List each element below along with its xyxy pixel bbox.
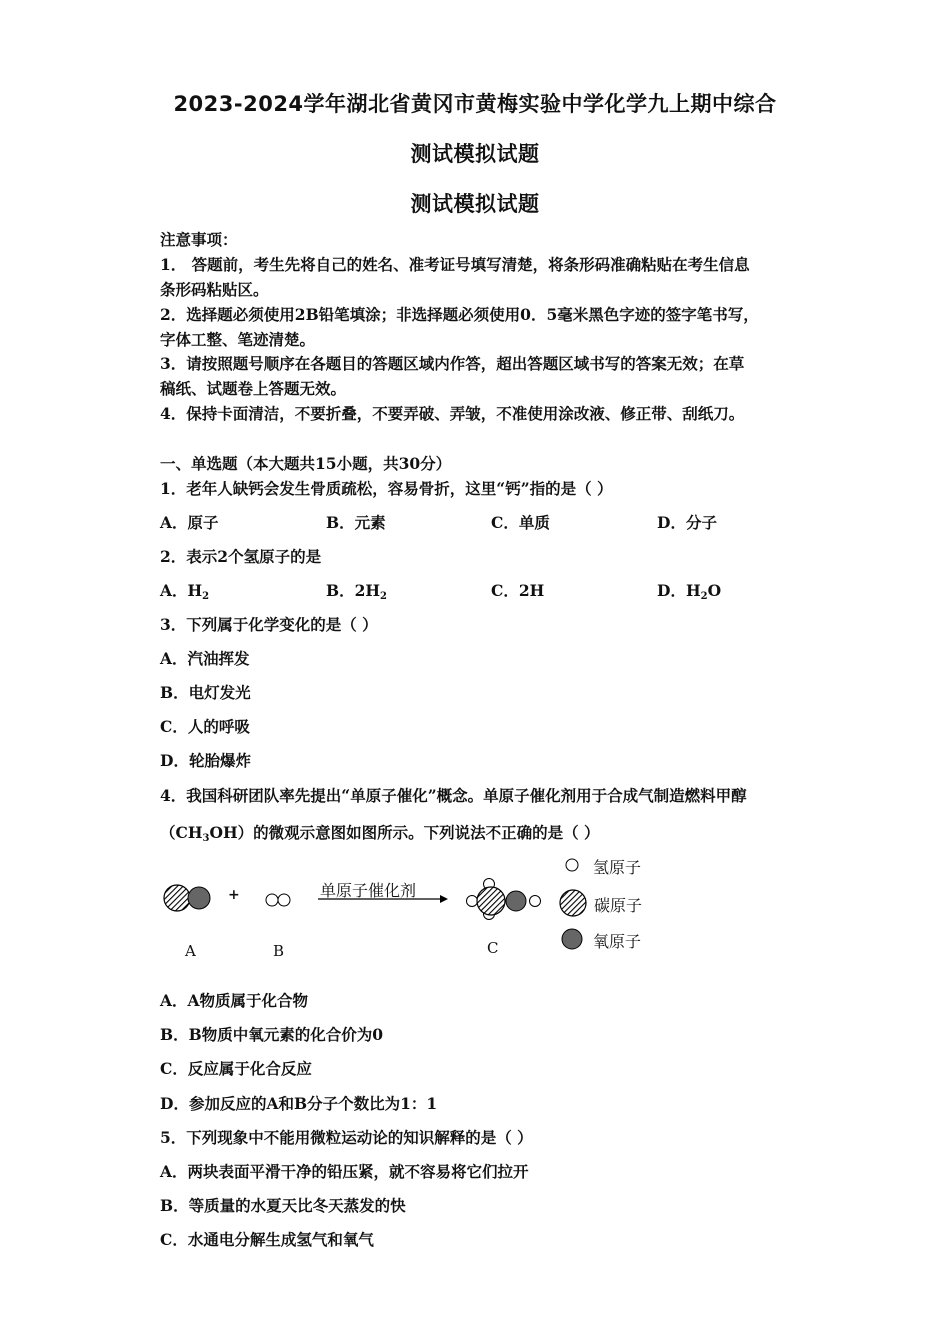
- q5-option-b: B．等质量的水夏天比冬天蒸发的快: [160, 1196, 406, 1215]
- q1-option-d: D．分子: [657, 513, 717, 532]
- q1-option-c: C．单质: [491, 513, 550, 532]
- page-title-line1: 2023-2024学年湖北省黄冈市黄梅实验中学化学九上期中综合: [173, 92, 777, 116]
- q5-option-a: A．两块表面平滑干净的铅压紧，就不容易将它们拉开: [160, 1162, 529, 1181]
- label-c: C: [487, 939, 499, 957]
- legend-carbon-symbol: [560, 890, 586, 916]
- molecule-a-co: [164, 885, 210, 911]
- molecule-b-h2: [266, 894, 290, 906]
- legend-oxygen-symbol: [562, 929, 582, 949]
- q2-option-a: A．$H_2$: [160, 581, 210, 602]
- legend-carbon: 碳原子: [594, 896, 643, 915]
- q1-option-b: B．元素: [326, 513, 386, 532]
- reaction-diagram: [150, 845, 670, 970]
- q2-option-d: D．$H_2O$: [657, 581, 722, 602]
- notice-item: 字体工整、笔迹清楚。: [160, 330, 316, 349]
- q4-option-d: D．参加反应的A和B分子个数比为1：1: [160, 1094, 438, 1113]
- question-4-stem-line2: $(CH_3OH)$的微观示意图如图所示。下列说法不正确的是（ ）: [160, 823, 600, 844]
- q3-option-b: B．电灯发光: [160, 683, 251, 702]
- question-1-stem: 1．老年人缺钙会发生骨质疏松，容易骨折，这里“钙”指的是（ ）: [160, 479, 613, 498]
- legend-oxygen: 氧原子: [593, 932, 642, 951]
- q3-option-c: C．人的呼吸: [160, 717, 250, 736]
- legend-hydrogen-symbol: [566, 859, 578, 871]
- molecule-c-ch3oh: [467, 879, 541, 920]
- notice-item: 2．选择题必须使用2B铅笔填涂；非选择题必须使用0．5毫米黑色字迹的签字笔书写，: [160, 305, 759, 324]
- q4-option-c: C．反应属于化合反应: [160, 1059, 312, 1078]
- label-a: A: [185, 942, 196, 960]
- question-2-stem: 2．表示2个氢原子的是: [160, 547, 322, 566]
- section-heading: 一、单选题（本大题共15小题，共30分）: [160, 454, 452, 473]
- question-4-stem-line1: 4．我国科研团队率先提出“单原子催化”概念。单原子催化剂用于合成气制造燃料甲醇: [160, 786, 747, 805]
- notice-item: 稿纸、试题卷上答题无效。: [160, 379, 347, 398]
- notice-item: 1． 答题前，考生先将自己的姓名、准考证号填写清楚，将条形码准确粘贴在考生信息: [160, 255, 750, 274]
- q4-option-b: B．B物质中氧元素的化合价为0: [160, 1025, 383, 1044]
- page-title-line2: 测试模拟试题: [410, 142, 540, 166]
- plus-sign: +: [228, 887, 240, 903]
- notice-item: 4．保持卡面清洁，不要折叠，不要弄破、弄皱，不准使用涂改液、修正带、刮纸刀。: [160, 404, 745, 423]
- q1-option-a: A．原子: [160, 513, 219, 532]
- page-title-line3: 测试模拟试题: [410, 192, 540, 216]
- notice-item: 条形码粘贴区。: [160, 280, 269, 299]
- notice-item: 3．请按照题号顺序在各题目的答题区域内作答，超出答题区域书写的答案无效；在草: [160, 354, 745, 373]
- label-b: B: [273, 942, 285, 960]
- question-5-stem: 5．下列现象中不能用微粒运动论的知识解释的是（ ）: [160, 1128, 533, 1147]
- q4-option-a: A．A物质属于化合物: [160, 991, 309, 1010]
- legend-hydrogen: 氢原子: [593, 858, 642, 877]
- q2-option-b: B．$2H_2$: [326, 581, 387, 602]
- question-3-stem: 3．下列属于化学变化的是（ ）: [160, 615, 378, 634]
- notice-heading: 注意事项：: [160, 230, 238, 249]
- arrow-head: [440, 895, 448, 903]
- q2-option-c: C．2H: [491, 581, 545, 600]
- q3-option-d: D．轮胎爆炸: [160, 751, 251, 770]
- q3-option-a: A．汽油挥发: [160, 649, 250, 668]
- q5-option-c: C．水通电分解生成氢气和氧气: [160, 1230, 374, 1249]
- arrow-label: 单原子催化剂: [320, 881, 417, 900]
